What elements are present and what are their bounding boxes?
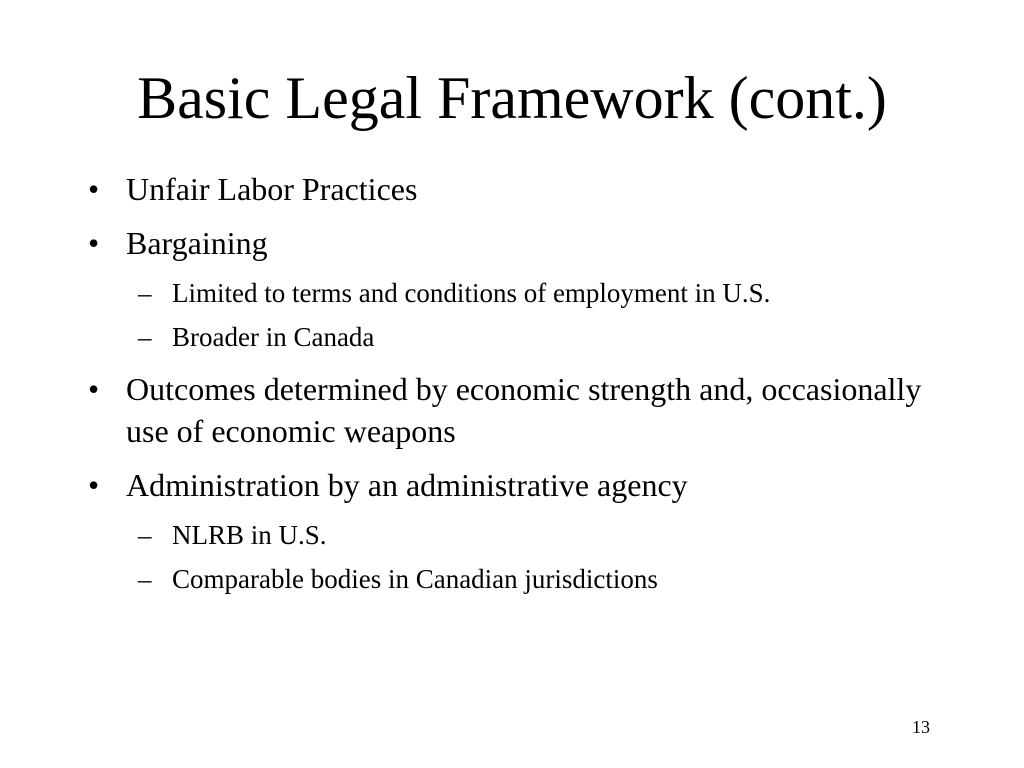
bullet-marker: • bbox=[88, 225, 100, 261]
bullet-marker: • bbox=[88, 171, 100, 207]
dash-marker: – bbox=[138, 520, 152, 550]
subbullet-text: Comparable bodies in Canadian jurisdictions bbox=[172, 564, 658, 594]
administration-subitems bbox=[88, 518, 968, 596]
bullet-text: Administration by an administrative agency bbox=[126, 467, 688, 503]
bullet-item-outcomes bbox=[88, 368, 968, 452]
bullet-text: Outcomes determined by economic strength and, occasionally use of economic weapons bbox=[126, 371, 922, 449]
dash-marker: – bbox=[138, 322, 152, 352]
subbullet-text: Broader in Canada bbox=[172, 322, 375, 352]
subbullet-item-nlrb bbox=[88, 518, 968, 552]
subbullet-text: NLRB in U.S. bbox=[172, 520, 327, 550]
bullet-marker: • bbox=[88, 467, 100, 503]
dash-marker: – bbox=[138, 564, 152, 594]
slide-title: Basic Legal Framework (cont.) bbox=[137, 65, 887, 131]
bullet-item-bargaining bbox=[88, 222, 968, 264]
bullet-marker: • bbox=[88, 371, 100, 407]
bullet-text: Bargaining bbox=[126, 225, 268, 261]
slide-content bbox=[88, 168, 968, 610]
subbullet-text: Limited to terms and conditions of employment in U.S. bbox=[172, 278, 771, 308]
bullet-text: Unfair Labor Practices bbox=[126, 171, 418, 207]
subbullet-item-canadian-bodies bbox=[88, 562, 968, 596]
subbullet-item-us-bargaining bbox=[88, 276, 968, 310]
bullet-item-administration bbox=[88, 464, 968, 506]
subbullet-item-canada-bargaining bbox=[88, 320, 968, 354]
page-number: 13 bbox=[912, 717, 930, 737]
bargaining-subitems bbox=[88, 276, 968, 354]
bullet-item-unfair-labor-practices bbox=[88, 168, 968, 210]
dash-marker: – bbox=[138, 278, 152, 308]
